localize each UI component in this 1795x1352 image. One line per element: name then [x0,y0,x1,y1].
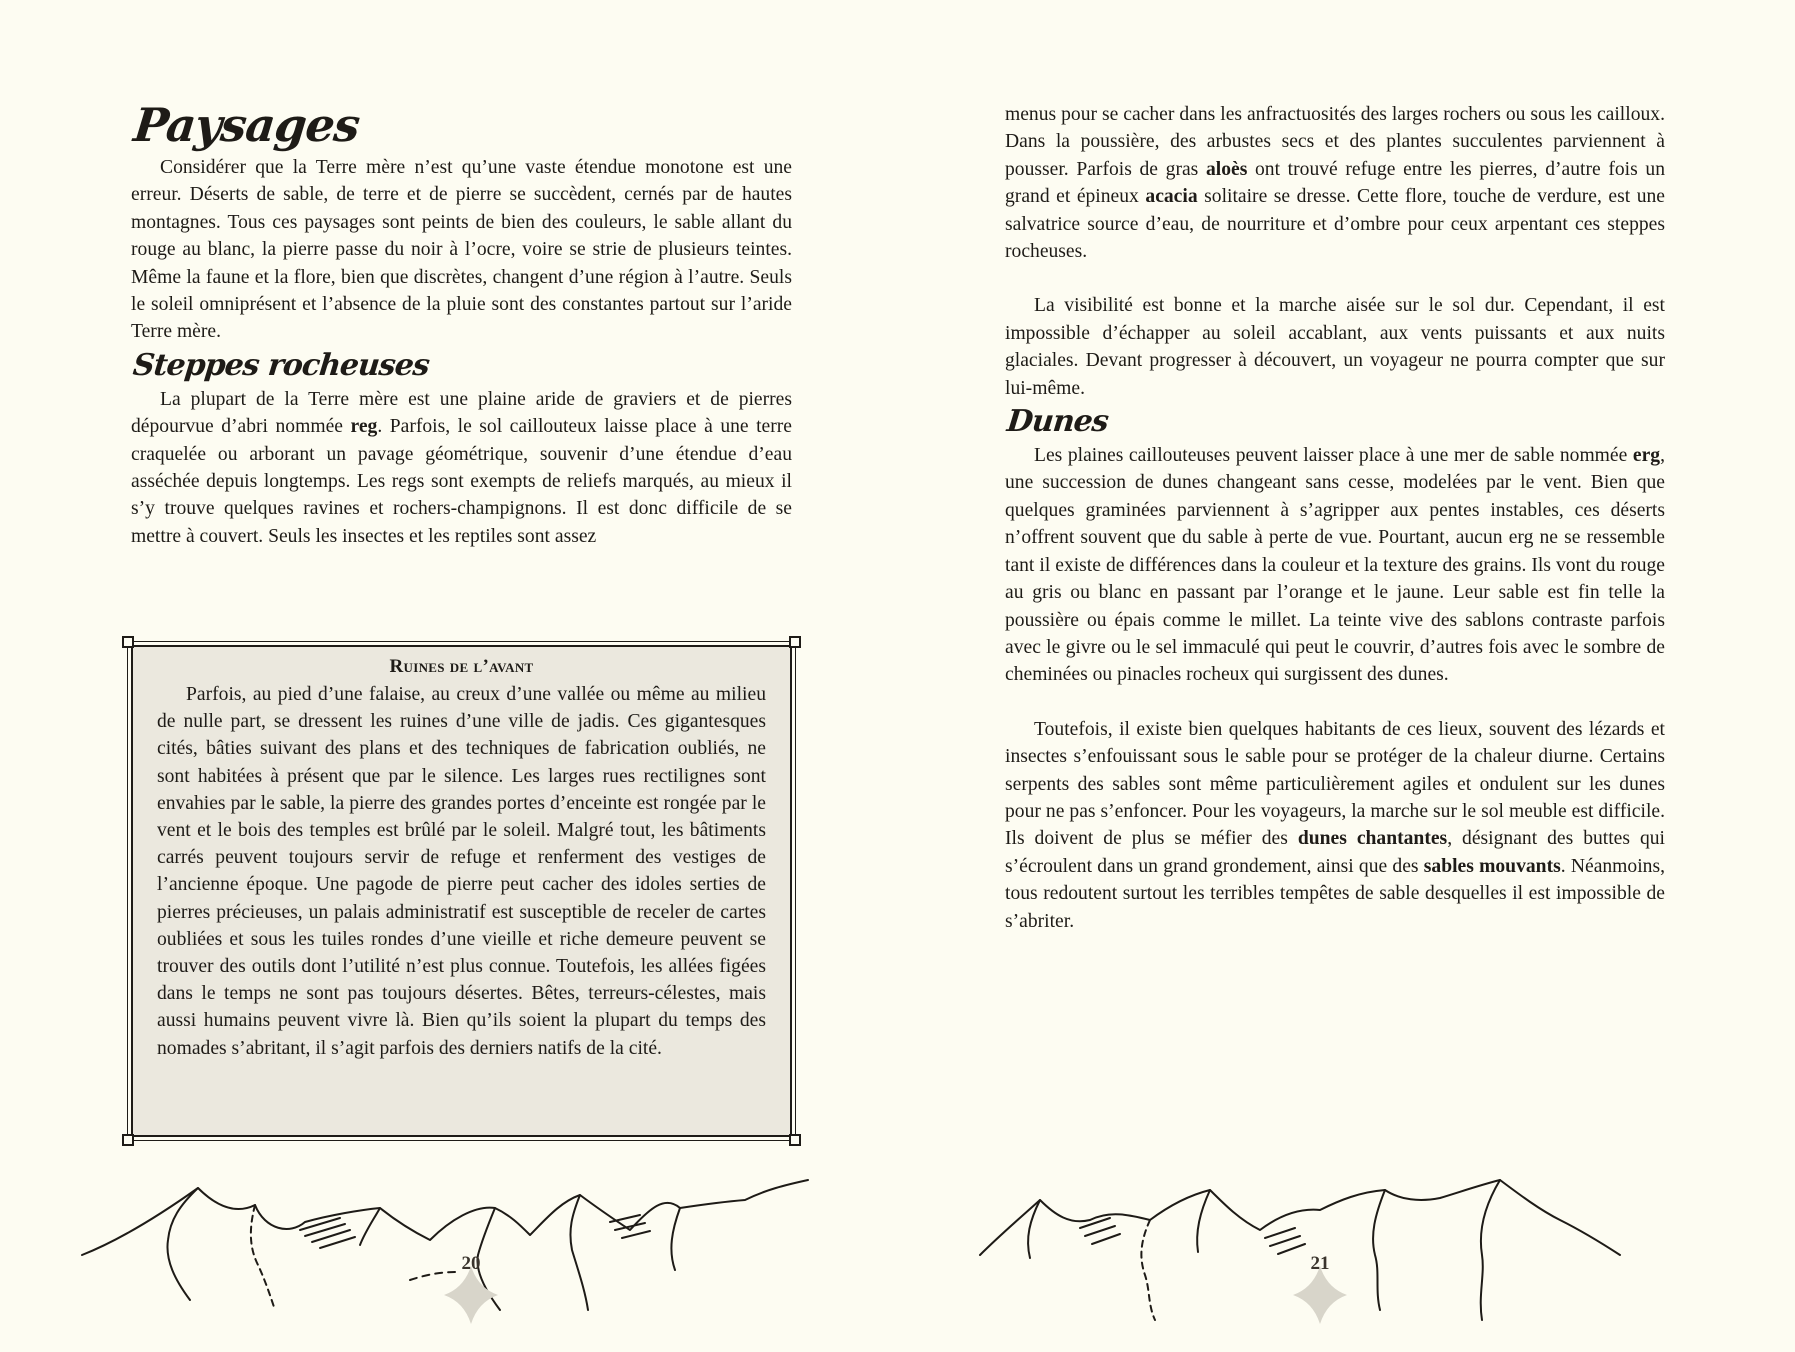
corner-ornament [789,1134,801,1146]
page-number-right: 21 [1310,1253,1330,1274]
mountain-illustration [0,1160,1795,1352]
term-dunes-chantantes: dunes chantantes [1297,828,1448,850]
left-column [131,96,792,550]
sidebar-box-ruines [131,645,792,1137]
paysages-paragraph: Considérer que la Terre mère n’est qu’une vaste étendue monotone est une erreur. Déserts de sable, de terre et de pierre se succèdent, cernés par de hautes montagnes. Tous ces paysages sont peints de bien des couleurs, le sable allant du rouge au blanc, la pierre passe du noir à l’ocre, voire se strie de plusieurs teintes. Même la faune et la flore, bien que discrètes, changent d’une région à l’autre. Seuls le soleil omniprésent et l’absence de la pluie sont des constantes partout sur l’aride Terre mère. [131,157,792,343]
section-title-paysages: Paysages [131,98,362,152]
right-column [1005,101,1665,935]
left-page [0,0,897,1352]
corner-ornament [122,636,134,648]
right-page [897,0,1795,1352]
sidebar-title: Ruines de l’avant [389,656,534,677]
sidebar-paragraph: Parfois, au pied d’une falaise, au creux d’une vallée ou même au milieu de nulle part, se dressent les ruines d’une ville de jadis. Ces gigantesques cités, bâties suivant des plans et des techniques de fabrication oubliés, ne sont habitées à présent que par le silence. Les larges rues rectilignes sont envahies par le sable, la pierre des grandes portes d’enceinte est rongée par le vent et le bois des temples est brûlé par le soleil. Malgré tout, les bâtiments carrés peuvent toujours servir de refuge et renferment des vestiges de l’ancienne époque. Une pagode de pierre peut cacher des idoles serties de pierres précieuses, un palais administratif est susceptible de receler de cartes oubliées et sous les tuiles rondes d’une vieille et riche demeure peuvent se trouver des outils dont l’utilité n’est plus connue. Toutefois, les allées figées dans le temps ne sont pas toujours désertes. Bêtes, terreurs-célestes, mais aussi humains peuvent vivre là. Bien qu’ils soient la plupart du temps des nomades s’abritant, il s’agit parfois des derniers natifs de la cité. [157,684,766,1059]
term-sables-mouvants: sables mouvants [1423,855,1561,877]
page-number-left: 20 [461,1253,481,1274]
term-acacia: acacia [1145,186,1198,208]
dunes-paragraph: Les plaines caillouteuses peuvent laisser place à une mer de sable nommée erg, une succession de dunes changeant sans cesse, modelées par le vent. Bien que quelques graminées parviennent à s’agripper aux pentes instables, ces déserts n’offrent souvent que du sable à perte de vue. Pourtant, aucun erg ne se ressemble tant il existe de différences dans la couleur et la texture des grains. Ils vont du rouge au gris ou blanc en passant par l’orange et le jaune. Leur sable est fin telle la poussière ou épais comme le millet. La teinte vive des sablons contraste parfois avec le givre ou le sel immaculé qui peut le couvrir, d’autres fois avec le sombre de cheminées ou pinacles rocheux qui surgissent des dunes. [1005,445,1665,686]
term-aloes: aloès [1205,158,1248,180]
corner-ornament [122,1134,134,1146]
mountain-ridge-right [980,1180,1620,1255]
term-reg: reg [350,416,378,438]
steppes-continuation-paragraph: menus pour se cacher dans les anfractuosités des larges rochers ou sous les cailloux. Dans la poussière, des arbustes secs et des plantes succulentes parviennent à pousser. Parfois de gras aloès ont trouvé refuge entre les pierres, d’autre fois un grand et épineux acacia solitaire se dresse. Cette flore, touche de verdure, est une salvatrice source d’eau, de nourriture et d’ombre pour ceux arpentant ces steppes rocheuses. [1005,104,1666,263]
mountain-ridge-left [82,1180,808,1255]
section-title-dunes: Dunes [1005,404,1110,440]
steppes-paragraph: La plupart de la Terre mère est une plaine aride de graviers et de pierres dépourvue d’abri nommée reg. Parfois, le sol caillouteux laisse place à une terre craquelée ou arborant un pavage géométrique, souvenir d’une étendue d’eau asséchée depuis longtemps. Les regs sont exempts de reliefs marqués, au mieux il s’y trouve quelques ravines et rochers-champignons. Il est donc difficile de se mettre à couvert. Seuls les insectes et les reptiles sont assez [131,388,792,547]
inhabitants-paragraph: Toutefois, il existe bien quelques habitants de ces lieux, souvent des lézards et insectes s’enfouissant sous le sable pour se protéger de la chaleur diurne. Certains serpents des sables sont même particulièrement agiles et ondulent sur les dunes pour ne pas s’enfoncer. Pour les voyageurs, la marche sur le sol meuble est difficile. Ils doivent de plus se méfier des dunes chantantes, désignant des buttes qui s’écroulent dans un grand grondement, ainsi que des sables mouvants. Néanmoins, tous redoutent surtout les terribles tempêtes de sable desquelles il est impossible de s’abriter. [1005,718,1665,932]
term-erg: erg [1632,445,1661,467]
section-title-steppes: Steppes rocheuses [131,347,431,383]
corner-ornament [789,636,801,648]
visibility-paragraph: La visibilité est bonne et la marche aisée sur le sol dur. Cependant, il est impossible d’échapper au soleil accablant, aux vents puissants et aux nuits glaciales. Devant progresser à découvert, un voyageur ne pourra compter que sur lui-même. [1005,295,1665,399]
